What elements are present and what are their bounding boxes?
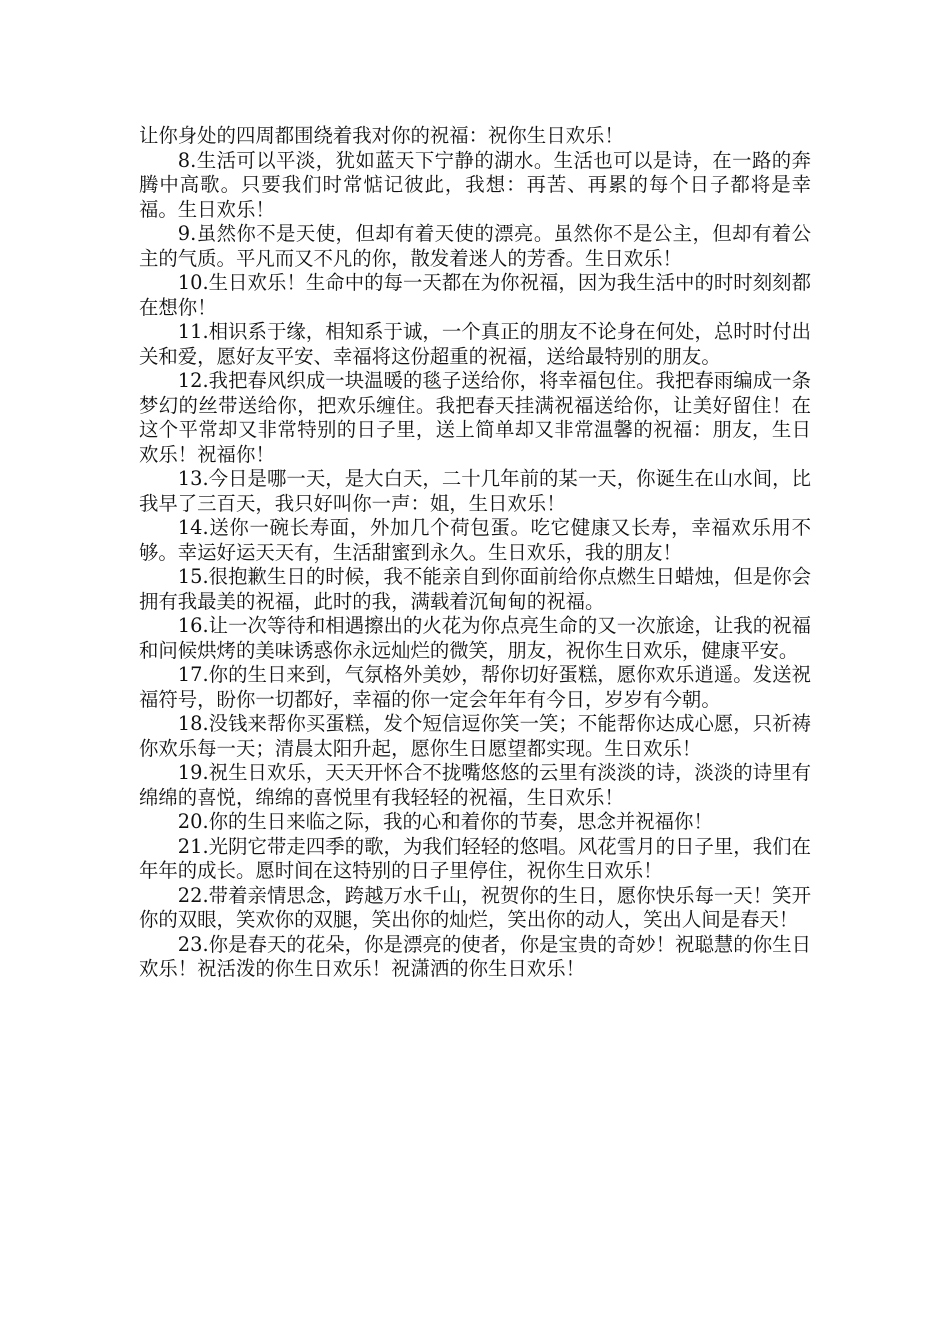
- paragraph-15: 15.很抱歉生日的时候，我不能亲自到你面前给你点燃生日蜡烛，但是你会拥有我最美的祝福，此时的我，满载着沉甸甸的祝福。: [139, 565, 811, 613]
- paragraph-9: 9.虽然你不是天使，但却有着天使的漂亮。虽然你不是公主，但却有着公主的气质。平凡而又不凡的你，散发着迷人的芳香。生日欢乐！: [139, 222, 811, 270]
- paragraph-10: 10.生日欢乐！生命中的每一天都在为你祝福，因为我生活中的时时刻刻都在想你！: [139, 271, 811, 319]
- paragraph-23: 23.你是春天的花朵，你是漂亮的使者，你是宝贵的奇妙！祝聪慧的你生日欢乐！祝活泼的你生日欢乐！祝潇洒的你生日欢乐！: [139, 932, 811, 980]
- paragraph-17: 17.你的生日来到，气氛格外美妙，帮你切好蛋糕，愿你欢乐逍遥。发送祝福符号，盼你一切都好，幸福的你一定会年年有今日，岁岁有今朝。: [139, 663, 811, 711]
- document-body: [139, 124, 811, 982]
- paragraph-12: 12.我把春风织成一块温暖的毯子送给你，将幸福包住。我把春雨编成一条梦幻的丝带送给你，把欢乐缠住。我把春天挂满祝福送给你，让美好留住！在这个平常却又非常特别的日子里，送上简单却又非常温馨的祝福：朋友，生日欢乐！祝福你！: [139, 369, 811, 466]
- paragraph-11: 11.相识系于缘，相知系于诚，一个真正的朋友不论身在何处，总时时付出关和爱，愿好友平安、幸福将这份超重的祝福，送给最特别的朋友。: [139, 320, 811, 368]
- paragraph-8: 8.生活可以平淡，犹如蓝天下宁静的湖水。生活也可以是诗，在一路的奔腾中高歌。只要我们时常惦记彼此，我想：再苦、再累的每个日子都将是幸福。生日欢乐！: [139, 148, 811, 221]
- paragraph-22: 22.带着亲情思念，跨越万水千山，祝贺你的生日，愿你快乐每一天！笑开你的双眼，笑欢你的双腿，笑出你的灿烂，笑出你的动人，笑出人间是春天！: [139, 883, 811, 931]
- paragraph-0: 让你身处的四周都围绕着我对你的祝福：祝你生日欢乐！: [139, 124, 624, 147]
- paragraph-14: 14.送你一碗长寿面，外加几个荷包蛋。吃它健康又长寿，幸福欢乐用不够。幸运好运天天有，生活甜蜜到永久。生日欢乐，我的朋友！: [139, 516, 811, 564]
- paragraph-13: 13.今日是哪一天，是大白天，二十几年前的某一天，你诞生在山水间，比我早了三百天，我只好叫你一声：姐，生日欢乐！: [139, 467, 811, 515]
- paragraph-16: 16.让一次等待和相遇擦出的火花为你点亮生命的又一次旅途，让我的祝福和问候烘烤的美味诱惑你永远灿烂的微笑，朋友，祝你生日欢乐，健康平安。: [139, 614, 811, 662]
- paragraph-18: 18.没钱来帮你买蛋糕，发个短信逗你笑一笑；不能帮你达成心愿，只祈祷你欢乐每一天；清晨太阳升起，愿你生日愿望都实现。生日欢乐！: [139, 712, 811, 760]
- paragraph-20: 20.你的生日来临之际，我的心和着你的节奏，思念并祝福你！: [177, 810, 713, 833]
- paragraph-21: 21.光阴它带走四季的歌，为我们轻轻的悠唱。风花雪月的日子里，我们在年年的成长。愿时间在这特别的日子里停住，祝你生日欢乐！: [139, 834, 811, 882]
- paragraph-19: 19.祝生日欢乐，天天开怀合不拢嘴悠悠的云里有淡淡的诗，淡淡的诗里有绵绵的喜悦，绵绵的喜悦里有我轻轻的祝福，生日欢乐！: [139, 761, 811, 809]
